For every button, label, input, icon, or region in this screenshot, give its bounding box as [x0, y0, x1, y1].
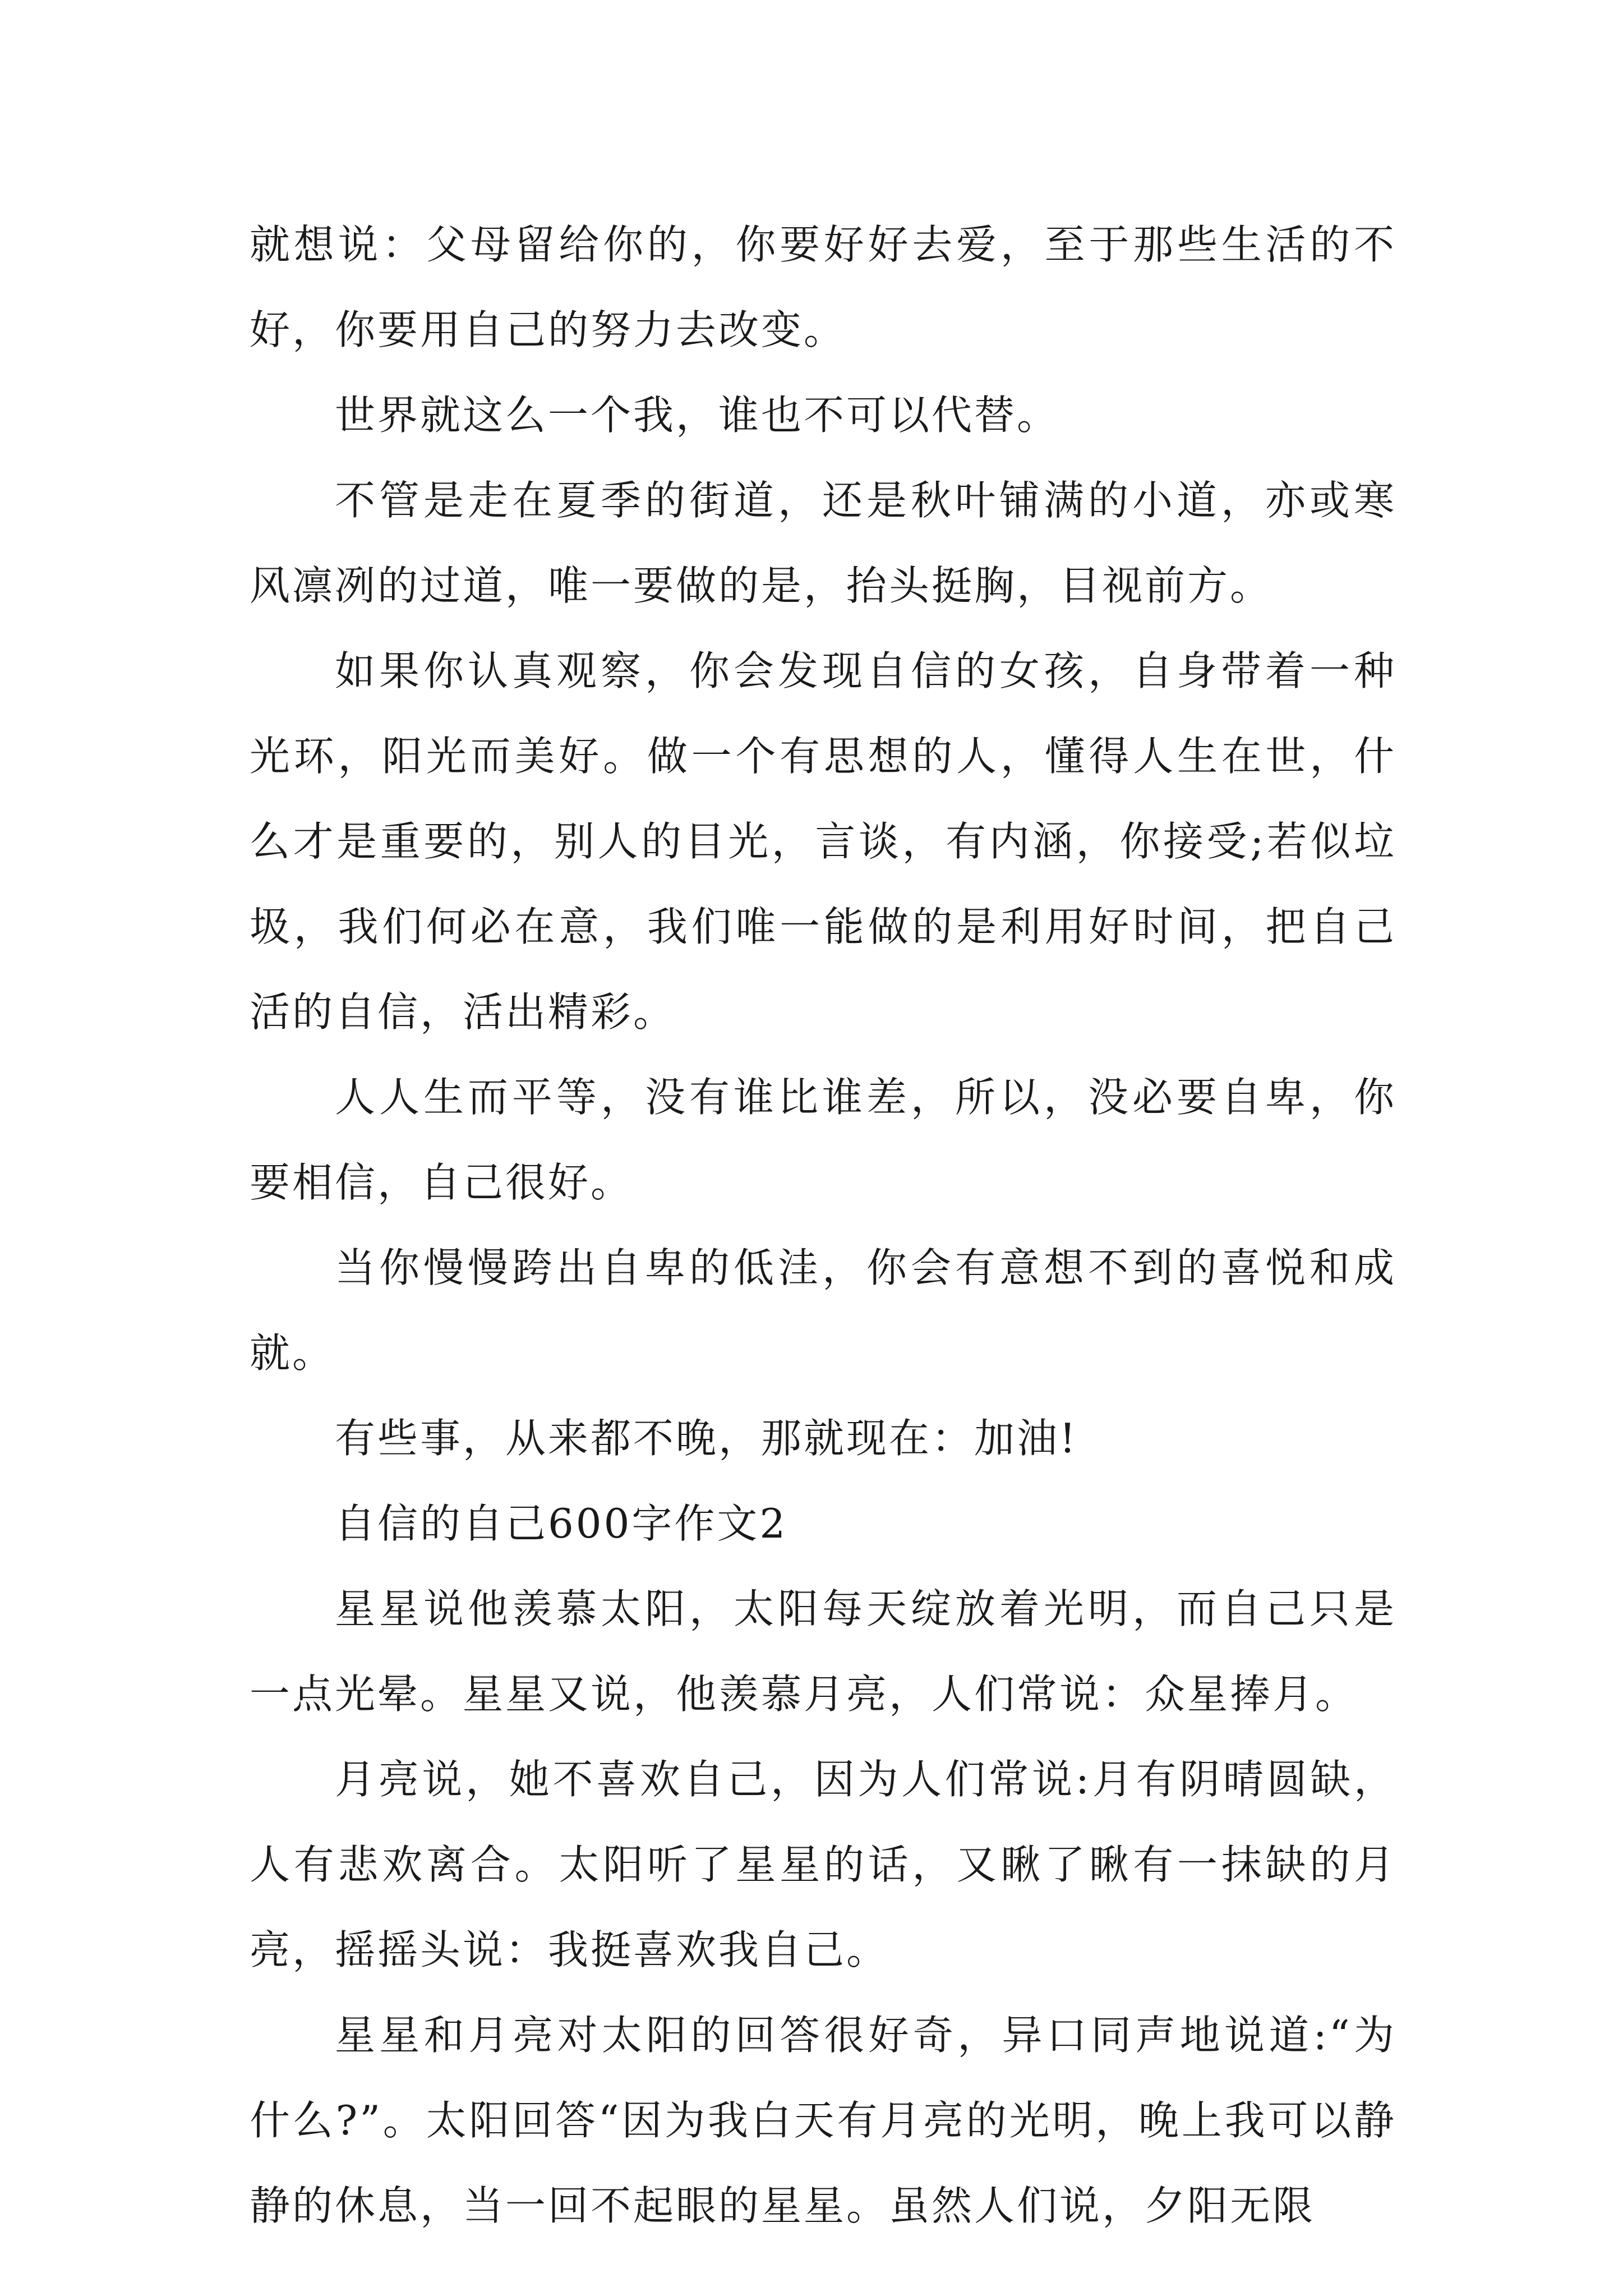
paragraph: 如果你认真观察，你会发现自信的女孩，自身带着一种光环，阳光而美好。做一个有思想的人，懂得人生在世，什么才是重要的，别人的目光，言谈，有内涵，你接受;若似垃圾，我们何必在意，我们唯一能做的是利用好时间，把自己活的自信，活出精彩。	[250, 647, 1396, 1036]
paragraph: 人人生而平等，没有谁比谁差，所以，没必要自卑，你要相信，自己很好。	[250, 1074, 1396, 1206]
paragraph: 星星说他羡慕太阳，太阳每天绽放着光明，而自己只是一点光晕。星星又说，他羡慕月亮，人们常说：众星捧月。	[250, 1585, 1396, 1718]
document-body	[250, 202, 1396, 2248]
paragraph: 不管是走在夏季的街道，还是秋叶铺满的小道，亦或寒风凛冽的过道，唯一要做的是，抬头挺胸，目视前方。	[250, 477, 1396, 609]
paragraph: 月亮说，她不喜欢自己，因为人们常说:月有阴晴圆缺，人有悲欢离合。太阳听了星星的话，又瞅了瞅有一抹缺的月亮，摇摇头说：我挺喜欢我自己。	[250, 1756, 1396, 1973]
paragraph: 当你慢慢跨出自卑的低洼，你会有意想不到的喜悦和成就。	[250, 1244, 1396, 1377]
paragraph: 星星和月亮对太阳的回答很好奇，异口同声地说道:“为什么?”。太阳回答“因为我白天有月亮的光明，晚上我可以静静的休息，当一回不起眼的星星。虽然人们说，夕阳无限	[250, 2012, 1396, 2229]
paragraph: 就想说：父母留给你的，你要好好去爱，至于那些生活的不好，你要用自己的努力去改变。	[250, 221, 1396, 353]
section-title: 自信的自己600字作文2	[335, 1500, 788, 1547]
paragraph: 有些事，从来都不晚，那就现在：加油!	[335, 1415, 1078, 1462]
paragraph: 世界就这么一个我，谁也不可以代替。	[335, 392, 1060, 439]
